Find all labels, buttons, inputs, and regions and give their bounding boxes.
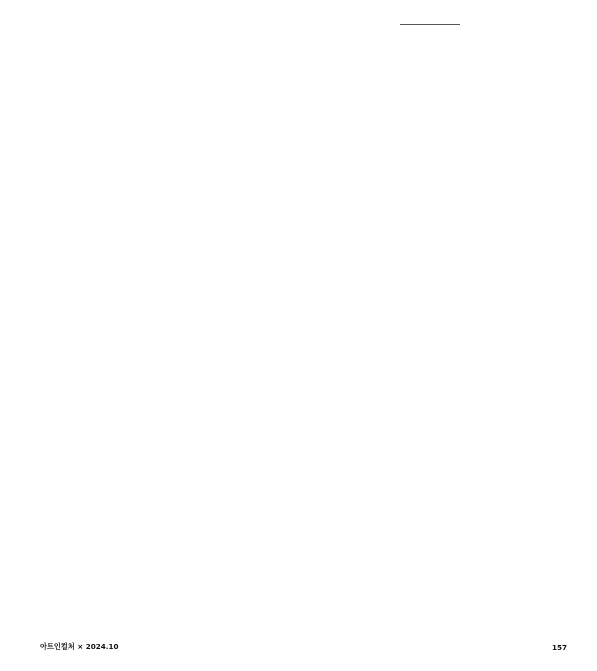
column-1 xyxy=(40,18,206,628)
article-body xyxy=(40,18,567,628)
page-number: 157 xyxy=(551,642,567,652)
page-footer xyxy=(40,640,567,654)
column-3 xyxy=(400,18,566,628)
publication-name: 아트인컬처 × 2024.10 xyxy=(40,642,119,651)
footnote-divider xyxy=(400,24,460,25)
column-2 xyxy=(220,18,386,628)
